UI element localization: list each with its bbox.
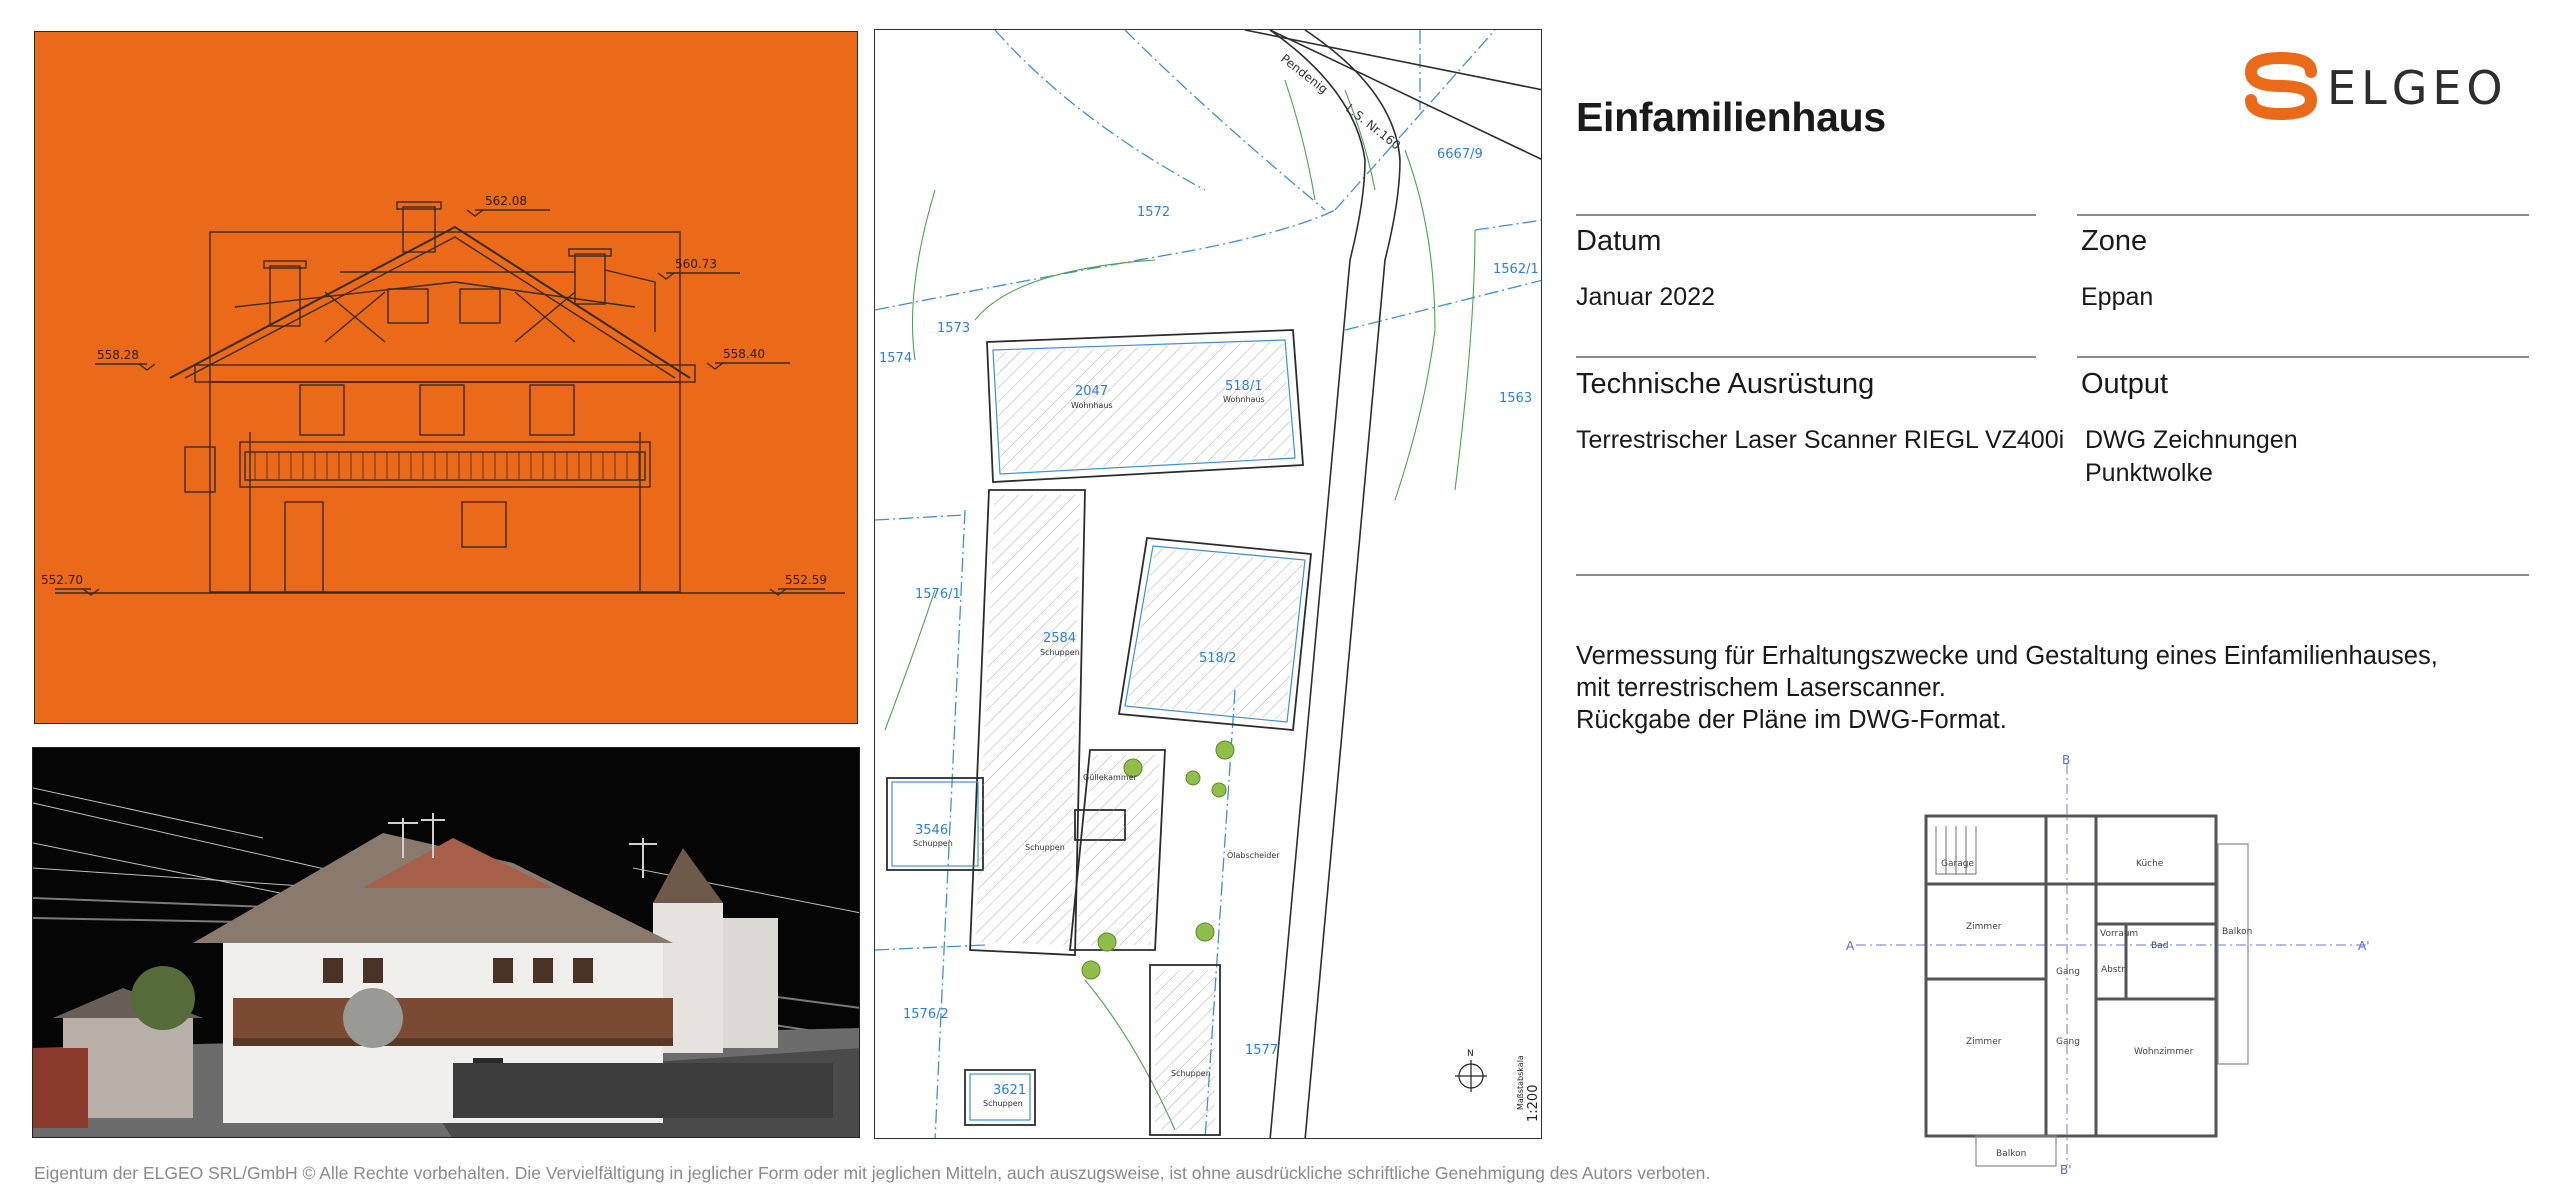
room-label: Gang bbox=[2056, 1037, 2080, 1047]
parcel-number: 1573 bbox=[937, 321, 971, 336]
logo-wordmark: ELGEO bbox=[2327, 61, 2508, 115]
zone-value: Eppan bbox=[2081, 283, 2154, 311]
divider bbox=[1576, 214, 2036, 216]
elevation-height-label: 562.08 bbox=[485, 194, 527, 208]
parcel-number: 3621 bbox=[993, 1083, 1027, 1098]
parcel-number: 1577 bbox=[1245, 1043, 1279, 1058]
output-value: DWG Zeichnungen bbox=[2085, 426, 2298, 454]
building-label: Wohnhaus bbox=[1071, 401, 1113, 410]
elevation-svg bbox=[35, 32, 859, 725]
parcel-number: 518/2 bbox=[1199, 651, 1237, 666]
building-label: Schuppen bbox=[1171, 1069, 1211, 1078]
floor-plan bbox=[1846, 754, 2378, 1174]
room-label: Balkon bbox=[1996, 1149, 2027, 1159]
road-label: L.S. Nr.160 bbox=[1343, 101, 1404, 153]
elevation-height-label: 558.40 bbox=[723, 347, 765, 361]
scale-caption: Maßstabskala bbox=[1516, 1055, 1525, 1110]
site-plan-svg bbox=[875, 30, 1542, 1139]
room-label: Wohnzimmer bbox=[2134, 1047, 2194, 1057]
date-value: Januar 2022 bbox=[1576, 283, 1716, 311]
parcel-number: 3546 bbox=[915, 823, 949, 838]
elevation-drawing bbox=[34, 31, 858, 724]
description-line: Vermessung für Erhaltungszwecke und Gestaltung eines Einfamilienhauses, bbox=[1576, 642, 2438, 670]
description-line: mit terrestrischem Laserscanner. bbox=[1576, 674, 1946, 702]
room-label: Zimmer bbox=[1966, 922, 2002, 932]
elgeo-logo bbox=[2241, 48, 2513, 130]
output-value: Punktwolke bbox=[2085, 459, 2213, 487]
output-label: Output bbox=[2081, 368, 2169, 400]
point-cloud-image bbox=[32, 747, 860, 1138]
section-mark: B bbox=[2062, 754, 2071, 767]
building-label: Schuppen bbox=[1025, 843, 1065, 852]
elevation-height-label: 558.28 bbox=[97, 348, 139, 362]
floor-plan-svg bbox=[1846, 754, 2378, 1174]
description-line: Rückgabe der Pläne im DWG-Format. bbox=[1576, 706, 2007, 734]
equipment-label: Technische Ausrüstung bbox=[1576, 368, 1875, 400]
north-label: N bbox=[1467, 1049, 1474, 1059]
page-title: Einfamilienhaus bbox=[1576, 94, 1886, 140]
parcel-number: 2584 bbox=[1043, 631, 1077, 646]
misc-label: Güllekammer bbox=[1083, 773, 1137, 782]
elevation-height-label: 552.59 bbox=[785, 573, 827, 587]
north-arrow bbox=[1455, 1049, 1487, 1092]
room-label: Bad bbox=[2151, 941, 2169, 951]
project-description bbox=[1576, 640, 2516, 736]
room-label: Gang bbox=[2056, 967, 2080, 977]
room-label: Vorraum bbox=[2100, 929, 2139, 939]
elevation-height-label: 552.70 bbox=[41, 573, 83, 587]
parcel-number: 1576/1 bbox=[915, 587, 961, 602]
building-label: Wohnhaus bbox=[1223, 395, 1265, 404]
parcel-number: 1574 bbox=[879, 351, 913, 366]
balcony-band bbox=[195, 365, 695, 382]
divider bbox=[2077, 356, 2529, 358]
building-label: Schuppen bbox=[1040, 648, 1080, 657]
elgeo-logo-svg bbox=[2241, 48, 2513, 130]
building-label: Schuppen bbox=[983, 1099, 1023, 1108]
divider bbox=[1576, 356, 2036, 358]
date-label: Datum bbox=[1576, 225, 1662, 257]
parcel-number: 1563 bbox=[1499, 391, 1533, 406]
parcel-number: 1572 bbox=[1137, 205, 1171, 220]
building-label: Schuppen bbox=[913, 839, 953, 848]
point-cloud-svg bbox=[33, 748, 860, 1138]
zone-label: Zone bbox=[2081, 225, 2148, 257]
parcel-number: 2047 bbox=[1075, 384, 1109, 399]
equipment-value: Terrestrischer Laser Scanner RIEGL VZ400i bbox=[1576, 426, 2065, 454]
room-label: Abstr. bbox=[2101, 965, 2127, 975]
room-label: Zimmer bbox=[1966, 1037, 2002, 1047]
road-label: Pendenig bbox=[1278, 51, 1331, 97]
room-label: Küche bbox=[2136, 859, 2164, 869]
copyright-footer: Eigentum der ELGEO SRL/GmbH © Alle Rechte vorbehalten. Die Vervielfältigung in jeglicher Form oder mit jeglichen Mitteln, auch auszugsweise, ist ohne ausdrückliche schriftliche Genehmigung des Autors verboten. bbox=[34, 1163, 1711, 1183]
misc-label: Ölabscheider bbox=[1227, 851, 1280, 860]
room-label: Balkon bbox=[2222, 927, 2253, 937]
parcel-number: 1576/2 bbox=[903, 1007, 949, 1022]
divider bbox=[1576, 574, 2529, 576]
elevation-height-label: 560.73 bbox=[675, 257, 717, 271]
parcel-number: 6667/9 bbox=[1437, 147, 1483, 162]
site-plan bbox=[874, 29, 1542, 1139]
scale-value: 1:200 bbox=[1526, 1084, 1541, 1122]
section-mark: A' bbox=[2358, 939, 2370, 953]
parcel-number: 1562/1 bbox=[1493, 262, 1539, 277]
section-mark: A bbox=[1846, 939, 1855, 953]
room-label: Garage bbox=[1941, 859, 1974, 869]
section-mark: B' bbox=[2060, 1163, 2072, 1174]
divider bbox=[2077, 214, 2529, 216]
parcel-number: 518/1 bbox=[1225, 379, 1263, 394]
